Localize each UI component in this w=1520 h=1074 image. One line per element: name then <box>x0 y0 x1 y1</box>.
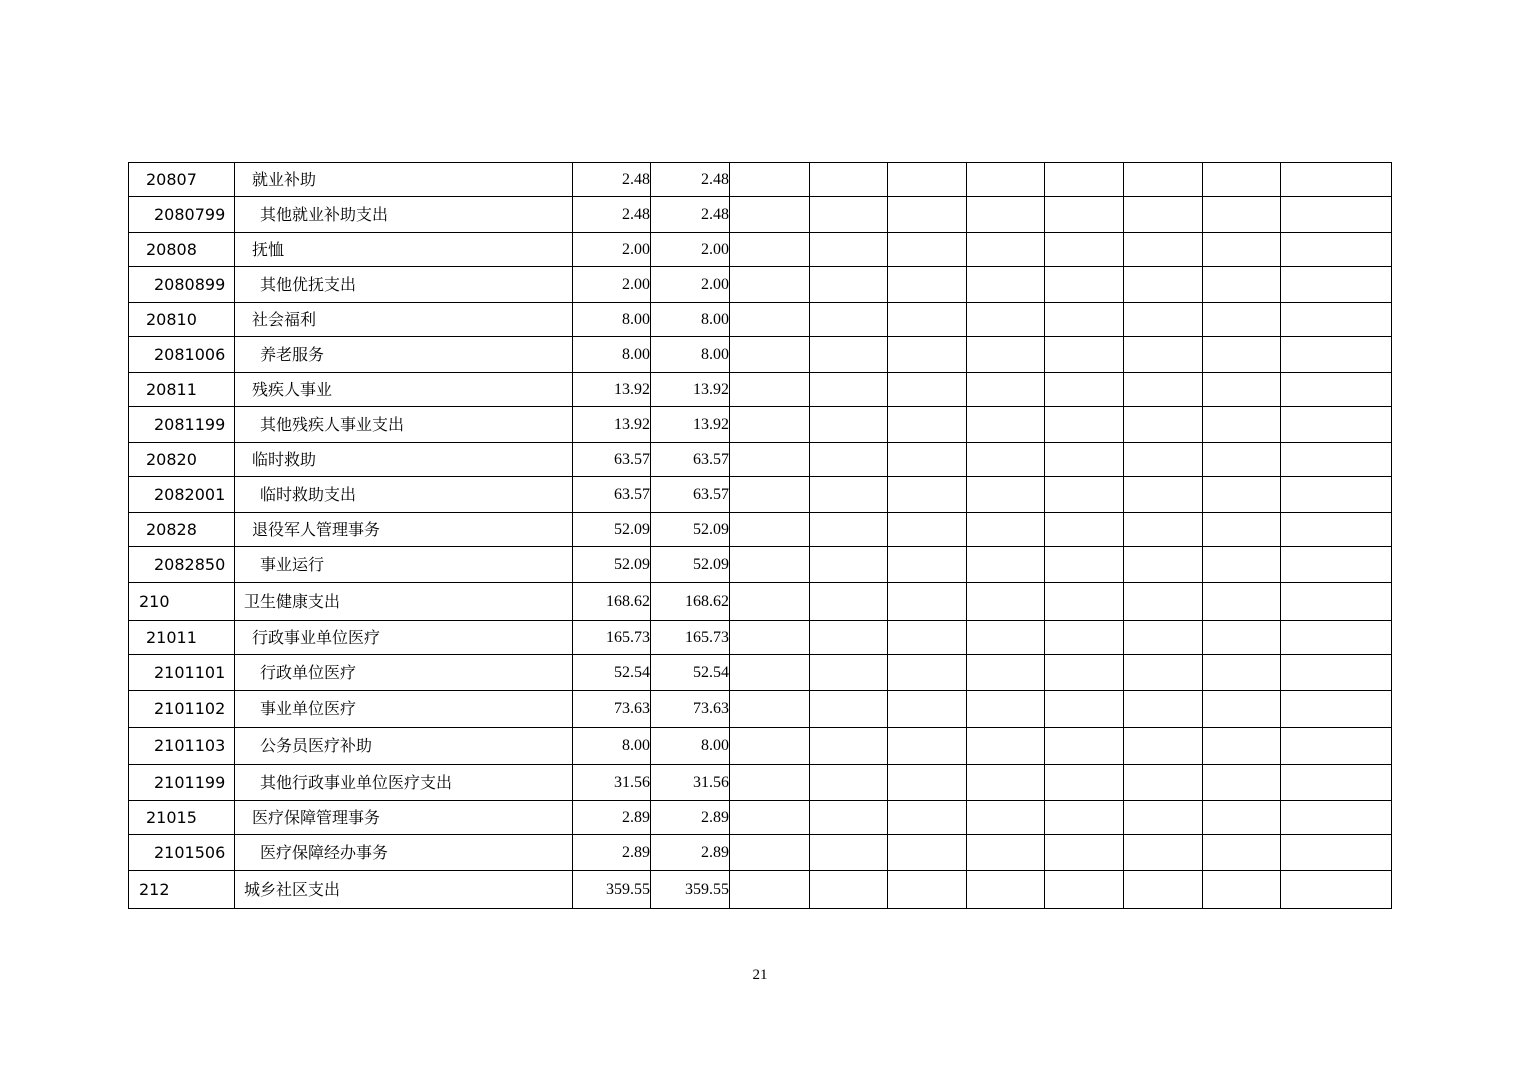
total-amount-cell: 8.00 <box>573 728 651 765</box>
table-row <box>129 163 1392 197</box>
table-row <box>129 583 1392 621</box>
empty-cell <box>1203 801 1281 835</box>
empty-cell <box>888 513 967 547</box>
table-row <box>129 621 1392 655</box>
subject-code-cell: 20808 <box>129 233 235 267</box>
general-budget-amount-cell: 2.00 <box>651 233 730 267</box>
empty-cell <box>1203 337 1281 373</box>
subject-name-cell: 事业运行 <box>235 547 573 583</box>
empty-cell <box>1045 407 1124 443</box>
empty-cell <box>888 655 967 691</box>
subject-code-cell: 2081199 <box>129 407 235 443</box>
empty-cell <box>1203 513 1281 547</box>
table-row <box>129 303 1392 337</box>
empty-cell <box>1281 337 1392 373</box>
empty-cell <box>1281 871 1392 909</box>
subject-name-cell: 养老服务 <box>235 337 573 373</box>
empty-cell <box>810 303 888 337</box>
empty-cell <box>1281 303 1392 337</box>
empty-cell <box>888 835 967 871</box>
empty-cell <box>967 835 1045 871</box>
empty-cell <box>967 303 1045 337</box>
empty-cell <box>1124 765 1203 801</box>
general-budget-amount-cell: 8.00 <box>651 303 730 337</box>
subject-name-cell: 其他优抚支出 <box>235 267 573 303</box>
empty-cell <box>1281 765 1392 801</box>
subject-name-cell: 残疾人事业 <box>235 373 573 407</box>
empty-cell <box>967 765 1045 801</box>
table-row <box>129 337 1392 373</box>
empty-cell <box>888 337 967 373</box>
empty-cell <box>1124 835 1203 871</box>
empty-cell <box>1045 337 1124 373</box>
empty-cell <box>810 267 888 303</box>
empty-cell <box>1203 373 1281 407</box>
empty-cell <box>888 801 967 835</box>
empty-cell <box>1203 443 1281 477</box>
subject-name-cell: 事业单位医疗 <box>235 691 573 728</box>
empty-cell <box>888 197 967 233</box>
subject-name-cell: 抚恤 <box>235 233 573 267</box>
empty-cell <box>1045 655 1124 691</box>
empty-cell <box>1045 583 1124 621</box>
table-row <box>129 477 1392 513</box>
subject-code-cell: 2082001 <box>129 477 235 513</box>
empty-cell <box>1124 267 1203 303</box>
empty-cell <box>967 655 1045 691</box>
empty-cell <box>810 801 888 835</box>
subject-name-cell: 行政事业单位医疗 <box>235 621 573 655</box>
empty-cell <box>888 163 967 197</box>
empty-cell <box>1203 583 1281 621</box>
empty-cell <box>1124 407 1203 443</box>
empty-cell <box>1124 337 1203 373</box>
total-amount-cell: 8.00 <box>573 337 651 373</box>
empty-cell <box>810 373 888 407</box>
table-row <box>129 691 1392 728</box>
subject-code-cell: 20807 <box>129 163 235 197</box>
empty-cell <box>1045 547 1124 583</box>
subject-code-cell: 2082850 <box>129 547 235 583</box>
total-amount-cell: 2.89 <box>573 835 651 871</box>
empty-cell <box>730 871 810 909</box>
empty-cell <box>967 691 1045 728</box>
subject-name-cell: 医疗保障经办事务 <box>235 835 573 871</box>
empty-cell <box>1281 267 1392 303</box>
empty-cell <box>1203 871 1281 909</box>
empty-cell <box>888 871 967 909</box>
table-row <box>129 373 1392 407</box>
empty-cell <box>730 765 810 801</box>
total-amount-cell: 2.00 <box>573 233 651 267</box>
empty-cell <box>1124 233 1203 267</box>
empty-cell <box>1281 547 1392 583</box>
empty-cell <box>730 547 810 583</box>
empty-cell <box>888 303 967 337</box>
subject-code-cell: 210 <box>129 583 235 621</box>
total-amount-cell: 63.57 <box>573 443 651 477</box>
empty-cell <box>730 728 810 765</box>
empty-cell <box>967 801 1045 835</box>
total-amount-cell: 2.89 <box>573 801 651 835</box>
empty-cell <box>1281 835 1392 871</box>
empty-cell <box>1281 407 1392 443</box>
empty-cell <box>1124 373 1203 407</box>
subject-code-cell: 2101101 <box>129 655 235 691</box>
total-amount-cell: 52.54 <box>573 655 651 691</box>
subject-name-cell: 社会福利 <box>235 303 573 337</box>
empty-cell <box>1281 513 1392 547</box>
subject-code-cell: 2101506 <box>129 835 235 871</box>
subject-code-cell: 2080799 <box>129 197 235 233</box>
general-budget-amount-cell: 8.00 <box>651 728 730 765</box>
empty-cell <box>1124 303 1203 337</box>
empty-cell <box>810 407 888 443</box>
general-budget-amount-cell: 13.92 <box>651 407 730 443</box>
table-row <box>129 197 1392 233</box>
empty-cell <box>967 407 1045 443</box>
general-budget-amount-cell: 13.92 <box>651 373 730 407</box>
empty-cell <box>1281 197 1392 233</box>
empty-cell <box>730 691 810 728</box>
empty-cell <box>1203 407 1281 443</box>
empty-cell <box>810 655 888 691</box>
general-budget-amount-cell: 52.09 <box>651 513 730 547</box>
empty-cell <box>888 407 967 443</box>
empty-cell <box>1045 303 1124 337</box>
empty-cell <box>888 373 967 407</box>
empty-cell <box>1203 267 1281 303</box>
empty-cell <box>967 547 1045 583</box>
empty-cell <box>1281 621 1392 655</box>
empty-cell <box>1203 655 1281 691</box>
empty-cell <box>810 583 888 621</box>
empty-cell <box>967 871 1045 909</box>
empty-cell <box>1203 197 1281 233</box>
empty-cell <box>730 801 810 835</box>
empty-cell <box>1281 373 1392 407</box>
empty-cell <box>810 477 888 513</box>
total-amount-cell: 2.00 <box>573 267 651 303</box>
empty-cell <box>1045 835 1124 871</box>
subject-name-cell: 其他就业补助支出 <box>235 197 573 233</box>
empty-cell <box>967 728 1045 765</box>
empty-cell <box>810 835 888 871</box>
table-row <box>129 407 1392 443</box>
empty-cell <box>967 197 1045 233</box>
subject-name-cell: 城乡社区支出 <box>235 871 573 909</box>
table-row <box>129 835 1392 871</box>
empty-cell <box>730 583 810 621</box>
empty-cell <box>1045 691 1124 728</box>
empty-cell <box>1045 801 1124 835</box>
total-amount-cell: 2.48 <box>573 163 651 197</box>
subject-name-cell: 卫生健康支出 <box>235 583 573 621</box>
table-row <box>129 443 1392 477</box>
subject-code-cell: 2080899 <box>129 267 235 303</box>
total-amount-cell: 73.63 <box>573 691 651 728</box>
empty-cell <box>1203 728 1281 765</box>
subject-name-cell: 临时救助支出 <box>235 477 573 513</box>
empty-cell <box>1045 477 1124 513</box>
total-amount-cell: 359.55 <box>573 871 651 909</box>
empty-cell <box>1045 197 1124 233</box>
empty-cell <box>730 477 810 513</box>
empty-cell <box>967 583 1045 621</box>
empty-cell <box>810 233 888 267</box>
total-amount-cell: 168.62 <box>573 583 651 621</box>
empty-cell <box>1281 233 1392 267</box>
empty-cell <box>1281 583 1392 621</box>
empty-cell <box>1281 477 1392 513</box>
empty-cell <box>730 197 810 233</box>
subject-code-cell: 20820 <box>129 443 235 477</box>
empty-cell <box>1203 163 1281 197</box>
empty-cell <box>1281 801 1392 835</box>
empty-cell <box>967 373 1045 407</box>
empty-cell <box>1203 765 1281 801</box>
empty-cell <box>1281 691 1392 728</box>
empty-cell <box>730 373 810 407</box>
page-number: 21 <box>752 967 768 983</box>
empty-cell <box>1203 691 1281 728</box>
empty-cell <box>1124 547 1203 583</box>
empty-cell <box>1045 443 1124 477</box>
empty-cell <box>1124 728 1203 765</box>
subject-code-cell: 21015 <box>129 801 235 835</box>
table-row <box>129 728 1392 765</box>
empty-cell <box>730 621 810 655</box>
empty-cell <box>888 691 967 728</box>
empty-cell <box>730 337 810 373</box>
subject-name-cell: 退役军人管理事务 <box>235 513 573 547</box>
empty-cell <box>1124 655 1203 691</box>
empty-cell <box>1124 197 1203 233</box>
empty-cell <box>967 163 1045 197</box>
empty-cell <box>730 303 810 337</box>
subject-name-cell: 行政单位医疗 <box>235 655 573 691</box>
empty-cell <box>730 835 810 871</box>
empty-cell <box>810 547 888 583</box>
table-body <box>129 163 1392 909</box>
total-amount-cell: 8.00 <box>573 303 651 337</box>
general-budget-amount-cell: 73.63 <box>651 691 730 728</box>
empty-cell <box>730 443 810 477</box>
empty-cell <box>967 621 1045 655</box>
general-budget-amount-cell: 2.89 <box>651 801 730 835</box>
table-row <box>129 871 1392 909</box>
empty-cell <box>888 477 967 513</box>
empty-cell <box>1203 621 1281 655</box>
total-amount-cell: 52.09 <box>573 513 651 547</box>
empty-cell <box>810 513 888 547</box>
total-amount-cell: 31.56 <box>573 765 651 801</box>
empty-cell <box>1045 728 1124 765</box>
empty-cell <box>1203 547 1281 583</box>
empty-cell <box>1124 163 1203 197</box>
general-budget-amount-cell: 165.73 <box>651 621 730 655</box>
subject-name-cell: 公务员医疗补助 <box>235 728 573 765</box>
empty-cell <box>1045 267 1124 303</box>
subject-code-cell: 20828 <box>129 513 235 547</box>
empty-cell <box>1045 233 1124 267</box>
empty-cell <box>730 655 810 691</box>
empty-cell <box>967 443 1045 477</box>
general-budget-amount-cell: 168.62 <box>651 583 730 621</box>
table-row <box>129 655 1392 691</box>
general-budget-amount-cell: 2.48 <box>651 197 730 233</box>
subject-code-cell: 21011 <box>129 621 235 655</box>
table-row <box>129 801 1392 835</box>
empty-cell <box>730 233 810 267</box>
empty-cell <box>967 267 1045 303</box>
general-budget-amount-cell: 31.56 <box>651 765 730 801</box>
subject-code-cell: 20811 <box>129 373 235 407</box>
empty-cell <box>888 621 967 655</box>
empty-cell <box>810 621 888 655</box>
general-budget-amount-cell: 63.57 <box>651 477 730 513</box>
empty-cell <box>810 197 888 233</box>
empty-cell <box>1124 871 1203 909</box>
empty-cell <box>1124 621 1203 655</box>
empty-cell <box>967 513 1045 547</box>
empty-cell <box>888 728 967 765</box>
total-amount-cell: 52.09 <box>573 547 651 583</box>
subject-code-cell: 2101103 <box>129 728 235 765</box>
subject-code-cell: 212 <box>129 871 235 909</box>
empty-cell <box>888 765 967 801</box>
table-row <box>129 267 1392 303</box>
empty-cell <box>1045 373 1124 407</box>
general-budget-amount-cell: 52.09 <box>651 547 730 583</box>
general-budget-amount-cell: 2.89 <box>651 835 730 871</box>
empty-cell <box>967 477 1045 513</box>
empty-cell <box>810 765 888 801</box>
empty-cell <box>1045 765 1124 801</box>
table-row <box>129 513 1392 547</box>
empty-cell <box>730 513 810 547</box>
empty-cell <box>1203 303 1281 337</box>
empty-cell <box>810 443 888 477</box>
empty-cell <box>888 233 967 267</box>
empty-cell <box>1281 443 1392 477</box>
general-budget-amount-cell: 8.00 <box>651 337 730 373</box>
subject-name-cell: 其他残疾人事业支出 <box>235 407 573 443</box>
subject-name-cell: 临时救助 <box>235 443 573 477</box>
empty-cell <box>1124 583 1203 621</box>
empty-cell <box>967 337 1045 373</box>
general-budget-amount-cell: 52.54 <box>651 655 730 691</box>
budget-expenditure-table <box>128 162 1392 909</box>
empty-cell <box>1124 801 1203 835</box>
empty-cell <box>1045 163 1124 197</box>
empty-cell <box>810 337 888 373</box>
total-amount-cell: 2.48 <box>573 197 651 233</box>
table-row <box>129 233 1392 267</box>
empty-cell <box>1281 655 1392 691</box>
empty-cell <box>810 728 888 765</box>
empty-cell <box>1281 163 1392 197</box>
empty-cell <box>888 267 967 303</box>
general-budget-amount-cell: 63.57 <box>651 443 730 477</box>
subject-code-cell: 2101199 <box>129 765 235 801</box>
empty-cell <box>1045 621 1124 655</box>
empty-cell <box>730 407 810 443</box>
subject-name-cell: 其他行政事业单位医疗支出 <box>235 765 573 801</box>
total-amount-cell: 63.57 <box>573 477 651 513</box>
subject-code-cell: 2101102 <box>129 691 235 728</box>
empty-cell <box>888 547 967 583</box>
total-amount-cell: 13.92 <box>573 407 651 443</box>
general-budget-amount-cell: 2.48 <box>651 163 730 197</box>
subject-code-cell: 2081006 <box>129 337 235 373</box>
total-amount-cell: 165.73 <box>573 621 651 655</box>
empty-cell <box>730 267 810 303</box>
empty-cell <box>888 443 967 477</box>
empty-cell <box>810 691 888 728</box>
empty-cell <box>967 233 1045 267</box>
empty-cell <box>730 163 810 197</box>
empty-cell <box>1124 477 1203 513</box>
general-budget-amount-cell: 359.55 <box>651 871 730 909</box>
total-amount-cell: 13.92 <box>573 373 651 407</box>
empty-cell <box>1045 513 1124 547</box>
empty-cell <box>1124 513 1203 547</box>
empty-cell <box>1203 233 1281 267</box>
empty-cell <box>810 163 888 197</box>
subject-name-cell: 就业补助 <box>235 163 573 197</box>
table-row <box>129 547 1392 583</box>
subject-name-cell: 医疗保障管理事务 <box>235 801 573 835</box>
empty-cell <box>810 871 888 909</box>
general-budget-amount-cell: 2.00 <box>651 267 730 303</box>
empty-cell <box>1045 871 1124 909</box>
empty-cell <box>1203 477 1281 513</box>
empty-cell <box>888 583 967 621</box>
empty-cell <box>1124 443 1203 477</box>
empty-cell <box>1124 691 1203 728</box>
empty-cell <box>1281 728 1392 765</box>
table-row <box>129 765 1392 801</box>
empty-cell <box>1203 835 1281 871</box>
subject-code-cell: 20810 <box>129 303 235 337</box>
